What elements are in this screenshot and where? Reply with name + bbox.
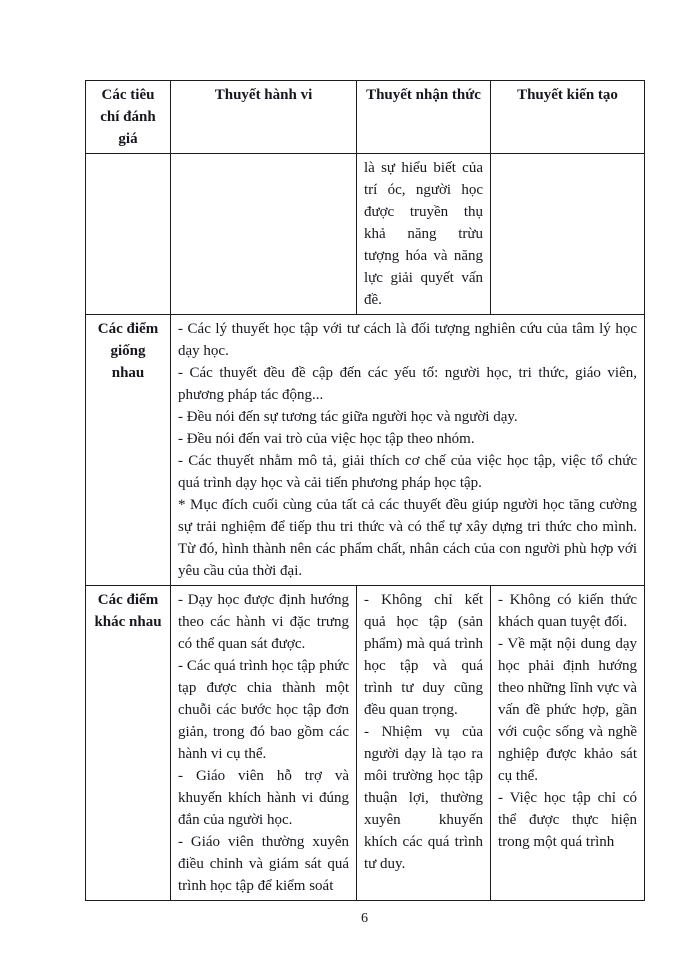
similarities-item: - Các lý thuyết học tập với tư cách là đối tượng nghiên cứu của tâm lý học dạy học.: [178, 321, 637, 359]
differences-behaviorism-item: - Giáo viên hỗ trợ và khuyến khích hành vi đúng đắn của người học.: [178, 768, 349, 828]
differences-behaviorism-item: - Dạy học được định hướng theo các hành vi đặc trưng có thể quan sát được.: [178, 592, 349, 652]
header-constructivism: Thuyết kiến tạo: [491, 81, 645, 154]
similarities-item: - Đều nói đến vai trò của việc học tập theo nhóm.: [178, 431, 475, 447]
header-cognitivism: Thuyết nhận thức: [357, 81, 491, 154]
differences-constructivism-item: - Không có kiến thức khách quan tuyệt đối.: [498, 592, 637, 630]
differences-cognitivism-item: - Nhiệm vụ của người dạy là tạo ra môi trường học tập thuận lợi, thường xuyên khuyến khích các quá trình tư duy.: [364, 724, 483, 872]
differences-cognitivism-item: - Không chỉ kết quả học tập (sản phẩm) mà quá trình học tập và quá trình tư duy cũng đều quan trọng.: [364, 592, 483, 718]
similarities-item: - Các thuyết đều đề cập đến các yếu tố: người học, tri thức, giáo viên, phương pháp tác động...: [178, 365, 637, 403]
table-header-row: [86, 81, 645, 154]
comparison-table: [85, 80, 645, 901]
similarities-item: - Các thuyết nhằm mô tả, giải thích cơ chế của việc học tập, việc tổ chức quá trình dạy học và cải tiến phương pháp học tập.: [178, 453, 637, 491]
continuation-behaviorism-cell: [171, 154, 357, 315]
differences-behaviorism-cell: [171, 586, 357, 901]
similarities-content-cell: [171, 315, 645, 586]
continuation-row: [86, 154, 645, 315]
differences-row: [86, 586, 645, 901]
differences-behaviorism-item: - Các quá trình học tập phức tạp được chia thành một chuỗi các bước học tập đơn giản, trong đó bao gồm các hành vi cụ thể.: [178, 658, 349, 762]
differences-behaviorism-item: - Giáo viên thường xuyên điều chỉnh và giám sát quá trình học tập để kiểm soát: [178, 834, 349, 894]
similarities-item: - Đều nói đến sự tương tác giữa người học và người dạy.: [178, 409, 518, 425]
continuation-criteria-cell: [86, 154, 171, 315]
differences-constructivism-item: - Việc học tập chỉ có thể được thực hiện trong một quá trình: [498, 790, 637, 850]
differences-constructivism-cell: [491, 586, 645, 901]
continuation-constructivism-cell: [491, 154, 645, 315]
continuation-cognitivism-cell: là sự hiểu biết của trí óc, người học được truyền thụ khả năng trừu tượng hóa và năng lực giải quyết vấn đề.: [357, 154, 491, 315]
page-number: 6: [361, 911, 368, 926]
differences-constructivism-item: - Về mặt nội dung dạy học phải định hướng theo những lĩnh vực và vấn đề phức hợp, gần với cuộc sống và nghề nghiệp được khảo sát cụ thể.: [498, 636, 637, 784]
similarities-item: * Mục đích cuối cùng của tất cả các thuyết đều giúp người học tăng cường sự trải nghiệm để tiếp thu tri thức và có thể tự xây dựng tri thức cho mình. Từ đó, hình thành nên các phẩm chất, nhân cách của con người phù hợp với yêu cầu của thời đại.: [178, 497, 637, 579]
similarities-row: [86, 315, 645, 586]
similarities-label: Các điểm giống nhau: [86, 315, 171, 586]
header-criteria: Các tiêu chí đánh giá: [86, 81, 171, 154]
differences-cognitivism-cell: [357, 586, 491, 901]
differences-label: Các điểm khác nhau: [86, 586, 171, 901]
header-behaviorism: Thuyết hành vi: [171, 81, 357, 154]
